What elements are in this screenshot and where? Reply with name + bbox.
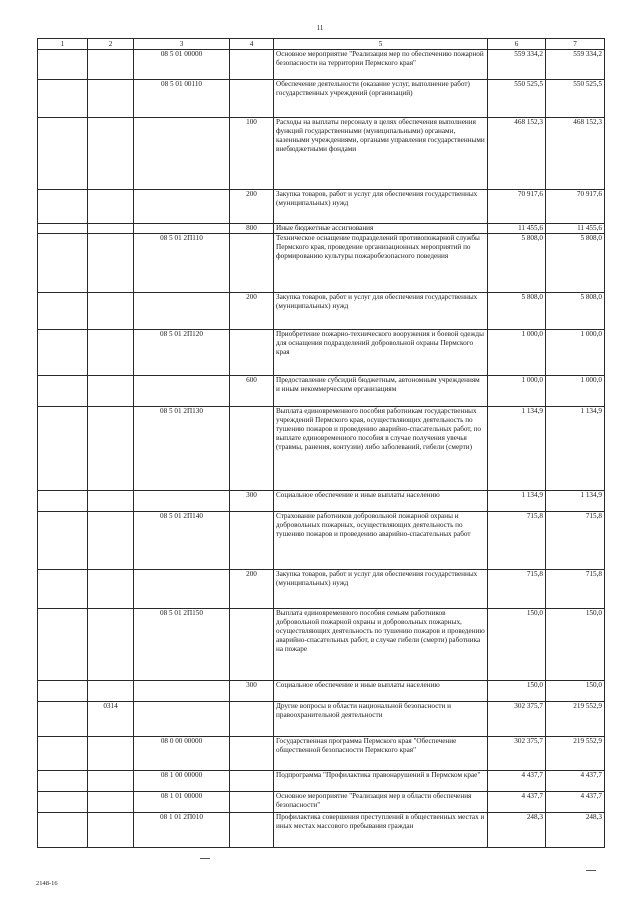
table-cell-c4: 800 <box>230 224 274 234</box>
table-cell-c1 <box>38 681 88 702</box>
table-cell-c4 <box>230 771 274 792</box>
table-cell-c2 <box>88 570 134 609</box>
table-cell-c5: Основное мероприятие "Реализация мер по обеспечению пожарной безопасности на территории Пермского края" <box>274 50 488 80</box>
table-cell-c6: 11 455,6 <box>488 224 546 234</box>
table-cell-c5: Закупка товаров, работ и услуг для обеспечения государственных (муниципальных) нужд <box>274 570 488 609</box>
col-header-3: 3 <box>134 39 230 50</box>
table-cell-c5: Закупка товаров, работ и услуг для обеспечения государственных (муниципальных) нужд <box>274 190 488 224</box>
table-cell-c2 <box>88 330 134 376</box>
table-cell-c1 <box>38 80 88 118</box>
table-cell-c6: 559 334,2 <box>488 50 546 80</box>
table-cell-c5: Государственная программа Пермского края "Обеспечение общественной безопасности Пермского края" <box>274 737 488 771</box>
table-cell-c1 <box>38 293 88 330</box>
table-cell-c5: Социальное обеспечение и иные выплаты населению <box>274 681 488 702</box>
table-cell-c4: 300 <box>230 491 274 512</box>
table-cell-c2 <box>88 771 134 792</box>
table-row <box>38 702 605 737</box>
table-row <box>38 771 605 792</box>
table-cell-c7: 550 525,5 <box>546 80 605 118</box>
table-cell-c4 <box>230 702 274 737</box>
table-cell-c6: 150,0 <box>488 609 546 681</box>
table-cell-c4 <box>230 813 274 848</box>
table-cell-c5: Техническое оснащение подразделений противопожарной службы Пермского края, проведение организационных мероприятий по формированию культуры пожаробезопасного поведения <box>274 234 488 293</box>
table-cell-c2 <box>88 792 134 813</box>
budget-table <box>37 38 605 848</box>
table-cell-c1 <box>38 813 88 848</box>
table-cell-c7: 4 437,7 <box>546 771 605 792</box>
table-cell-c6: 1 134,9 <box>488 407 546 491</box>
table-row <box>38 376 605 407</box>
table-cell-c7: 1 000,0 <box>546 376 605 407</box>
table-cell-c3: 08 5 01 2П110 <box>134 234 230 293</box>
table-cell-c5: Выплата единовременного пособия семьям работников добровольной пожарной охраны и добровольных пожарных, осуществляющих деятельность по тушению пожаров и проведению аварийно-спасательных работ, в случае гибели (смерти) работника на пожаре <box>274 609 488 681</box>
table-cell-c7: 468 152,3 <box>546 118 605 190</box>
table-cell-c1 <box>38 609 88 681</box>
col-header-6: 6 <box>488 39 546 50</box>
table-cell-c2 <box>88 80 134 118</box>
table-cell-c7: 248,3 <box>546 813 605 848</box>
table-cell-c7: 150,0 <box>546 681 605 702</box>
table-cell-c4 <box>230 50 274 80</box>
table-row <box>38 512 605 570</box>
table-cell-c6: 550 525,5 <box>488 80 546 118</box>
table-cell-c1 <box>38 376 88 407</box>
table-cell-c3: 08 5 01 2П150 <box>134 609 230 681</box>
table-row <box>38 813 605 848</box>
table-cell-c7: 5 808,0 <box>546 234 605 293</box>
table-row <box>38 681 605 702</box>
table-cell-c6: 150,0 <box>488 681 546 702</box>
table-cell-c4 <box>230 407 274 491</box>
table-row <box>38 609 605 681</box>
table-cell-c5: Основное мероприятие "Реализация мер в области обеспечения безопасности" <box>274 792 488 813</box>
table-cell-c5: Социальное обеспечение и иные выплаты населению <box>274 491 488 512</box>
table-cell-c1 <box>38 224 88 234</box>
table-cell-c4 <box>230 792 274 813</box>
table-cell-c6: 5 808,0 <box>488 293 546 330</box>
table-cell-c4 <box>230 234 274 293</box>
table-cell-c2 <box>88 293 134 330</box>
table-row <box>38 407 605 491</box>
table-cell-c4: 200 <box>230 570 274 609</box>
table-cell-c5: Обеспечение деятельности (оказание услуг, выполнение работ) государственных учреждений (организаций) <box>274 80 488 118</box>
table-cell-c1 <box>38 118 88 190</box>
table-cell-c2 <box>88 407 134 491</box>
table-cell-c6: 248,3 <box>488 813 546 848</box>
table-cell-c1 <box>38 330 88 376</box>
table-cell-c2 <box>88 376 134 407</box>
table-cell-c3: 08 5 01 00000 <box>134 50 230 80</box>
table-cell-c4 <box>230 737 274 771</box>
table-cell-c7: 1 134,9 <box>546 407 605 491</box>
table-cell-c5: Профилактика совершения преступлений в общественных местах и иных местах массового пребывания граждан <box>274 813 488 848</box>
table-cell-c4 <box>230 609 274 681</box>
table-cell-c2 <box>88 118 134 190</box>
header-row <box>38 39 605 50</box>
col-header-4: 4 <box>230 39 274 50</box>
table-cell-c7: 70 917,6 <box>546 190 605 224</box>
table-cell-c7: 4 437,7 <box>546 792 605 813</box>
table-row <box>38 570 605 609</box>
table-cell-c1 <box>38 702 88 737</box>
col-header-5: 5 <box>274 39 488 50</box>
table-cell-c5: Другие вопросы в области национальной безопасности и правоохранительной деятельности <box>274 702 488 737</box>
table-cell-c3 <box>134 376 230 407</box>
table-cell-c6: 1 134,9 <box>488 491 546 512</box>
table-cell-c6: 1 000,0 <box>488 376 546 407</box>
table-cell-c2 <box>88 681 134 702</box>
table-row <box>38 792 605 813</box>
col-header-1: 1 <box>38 39 88 50</box>
table-row <box>38 50 605 80</box>
table-cell-c5: Предоставление субсидий бюджетным, автономным учреждениям и иным некоммерческим организациям <box>274 376 488 407</box>
table-row <box>38 737 605 771</box>
table-cell-c4: 200 <box>230 190 274 224</box>
table-cell-c3 <box>134 224 230 234</box>
table-cell-c2 <box>88 234 134 293</box>
table-cell-c1 <box>38 190 88 224</box>
table-cell-c7: 715,8 <box>546 570 605 609</box>
table-cell-c1 <box>38 737 88 771</box>
table-cell-c2: 0314 <box>88 702 134 737</box>
table-cell-c5: Подпрограмма "Профилактика правонарушений в Пермском крае" <box>274 771 488 792</box>
scan-mark <box>200 858 210 859</box>
table-cell-c7: 219 552,9 <box>546 737 605 771</box>
table-cell-c6: 302 375,7 <box>488 702 546 737</box>
table-cell-c1 <box>38 491 88 512</box>
table-cell-c6: 4 437,7 <box>488 771 546 792</box>
table-cell-c5: Приобретение пожарно-технического вооружения и боевой одежды для оснащения подразделений добровольной охраны Пермского края <box>274 330 488 376</box>
table-row <box>38 330 605 376</box>
table-cell-c3: 08 1 00 00000 <box>134 771 230 792</box>
table-cell-c2 <box>88 512 134 570</box>
table-cell-c2 <box>88 50 134 80</box>
table-cell-c4 <box>230 80 274 118</box>
page-number: 11 <box>316 24 324 32</box>
scan-mark <box>586 870 596 871</box>
table-row <box>38 491 605 512</box>
table-cell-c2 <box>88 609 134 681</box>
table-cell-c1 <box>38 792 88 813</box>
table-cell-c3: 08 5 01 2П120 <box>134 330 230 376</box>
table-cell-c7: 559 334,2 <box>546 50 605 80</box>
table-cell-c6: 715,8 <box>488 570 546 609</box>
table-cell-c1 <box>38 771 88 792</box>
table-cell-c7: 150,0 <box>546 609 605 681</box>
table-cell-c4: 600 <box>230 376 274 407</box>
table-cell-c6: 4 437,7 <box>488 792 546 813</box>
table-cell-c5: Страхование работников добровольной пожарной охраны и добровольных пожарных, осуществляющих деятельность по тушению пожаров и проведению аварийно-спасательных работ <box>274 512 488 570</box>
table-cell-c3: 08 0 00 00000 <box>134 737 230 771</box>
table-cell-c6: 1 000,0 <box>488 330 546 376</box>
table-cell-c3 <box>134 491 230 512</box>
table-cell-c7: 5 808,0 <box>546 293 605 330</box>
table-cell-c3: 08 1 01 00000 <box>134 792 230 813</box>
table-cell-c3 <box>134 293 230 330</box>
table-cell-c2 <box>88 737 134 771</box>
table-cell-c1 <box>38 570 88 609</box>
table-cell-c2 <box>88 224 134 234</box>
table-cell-c3: 08 5 01 2П140 <box>134 512 230 570</box>
table-cell-c3: 08 5 01 2П130 <box>134 407 230 491</box>
table-cell-c1 <box>38 407 88 491</box>
col-header-2: 2 <box>88 39 134 50</box>
table-row <box>38 118 605 190</box>
table-cell-c4 <box>230 512 274 570</box>
table-cell-c1 <box>38 234 88 293</box>
col-header-7: 7 <box>546 39 605 50</box>
table-cell-c1 <box>38 50 88 80</box>
table-row <box>38 80 605 118</box>
table-cell-c5: Выплата единовременного пособия работникам государственных учреждений Пермского края, осуществляющих деятельность по тушению пожаров и проведению аварийно-спасательных работ, по выплате единовременного пособия в случае получения увечья (травмы, ранения, контузии) либо заболеваний, гибели (смерти) <box>274 407 488 491</box>
table-cell-c2 <box>88 190 134 224</box>
table-cell-c2 <box>88 813 134 848</box>
table-cell-c6: 715,8 <box>488 512 546 570</box>
table-row <box>38 190 605 224</box>
table-cell-c4: 300 <box>230 681 274 702</box>
table-cell-c3 <box>134 702 230 737</box>
table-cell-c5: Расходы на выплаты персоналу в целях обеспечения выполнения функций государственными (муниципальными) органами, казенными учреждениями, органами управления государственными внебюджетными фондами <box>274 118 488 190</box>
table-cell-c5: Закупка товаров, работ и услуг для обеспечения государственных (муниципальных) нужд <box>274 293 488 330</box>
table-row <box>38 224 605 234</box>
table-cell-c2 <box>88 491 134 512</box>
table-cell-c1 <box>38 512 88 570</box>
table-cell-c7: 11 455,6 <box>546 224 605 234</box>
table-cell-c6: 5 808,0 <box>488 234 546 293</box>
table-cell-c6: 468 152,3 <box>488 118 546 190</box>
table-cell-c3 <box>134 681 230 702</box>
table-cell-c6: 70 917,6 <box>488 190 546 224</box>
table-cell-c7: 1 134,9 <box>546 491 605 512</box>
table-cell-c4: 200 <box>230 293 274 330</box>
table-cell-c3 <box>134 570 230 609</box>
table-cell-c3: 08 5 01 00110 <box>134 80 230 118</box>
table-cell-c5: Иные бюджетные ассигнования <box>274 224 488 234</box>
table-cell-c7: 219 552,9 <box>546 702 605 737</box>
table-cell-c4: 100 <box>230 118 274 190</box>
table-cell-c7: 715,8 <box>546 512 605 570</box>
table-cell-c3: 08 1 01 2П010 <box>134 813 230 848</box>
table-cell-c7: 1 000,0 <box>546 330 605 376</box>
table-cell-c3 <box>134 190 230 224</box>
table-row <box>38 293 605 330</box>
table-row <box>38 234 605 293</box>
document-code: 2148-16 <box>36 880 58 887</box>
table-cell-c6: 302 375,7 <box>488 737 546 771</box>
table-cell-c3 <box>134 118 230 190</box>
table-cell-c4 <box>230 330 274 376</box>
